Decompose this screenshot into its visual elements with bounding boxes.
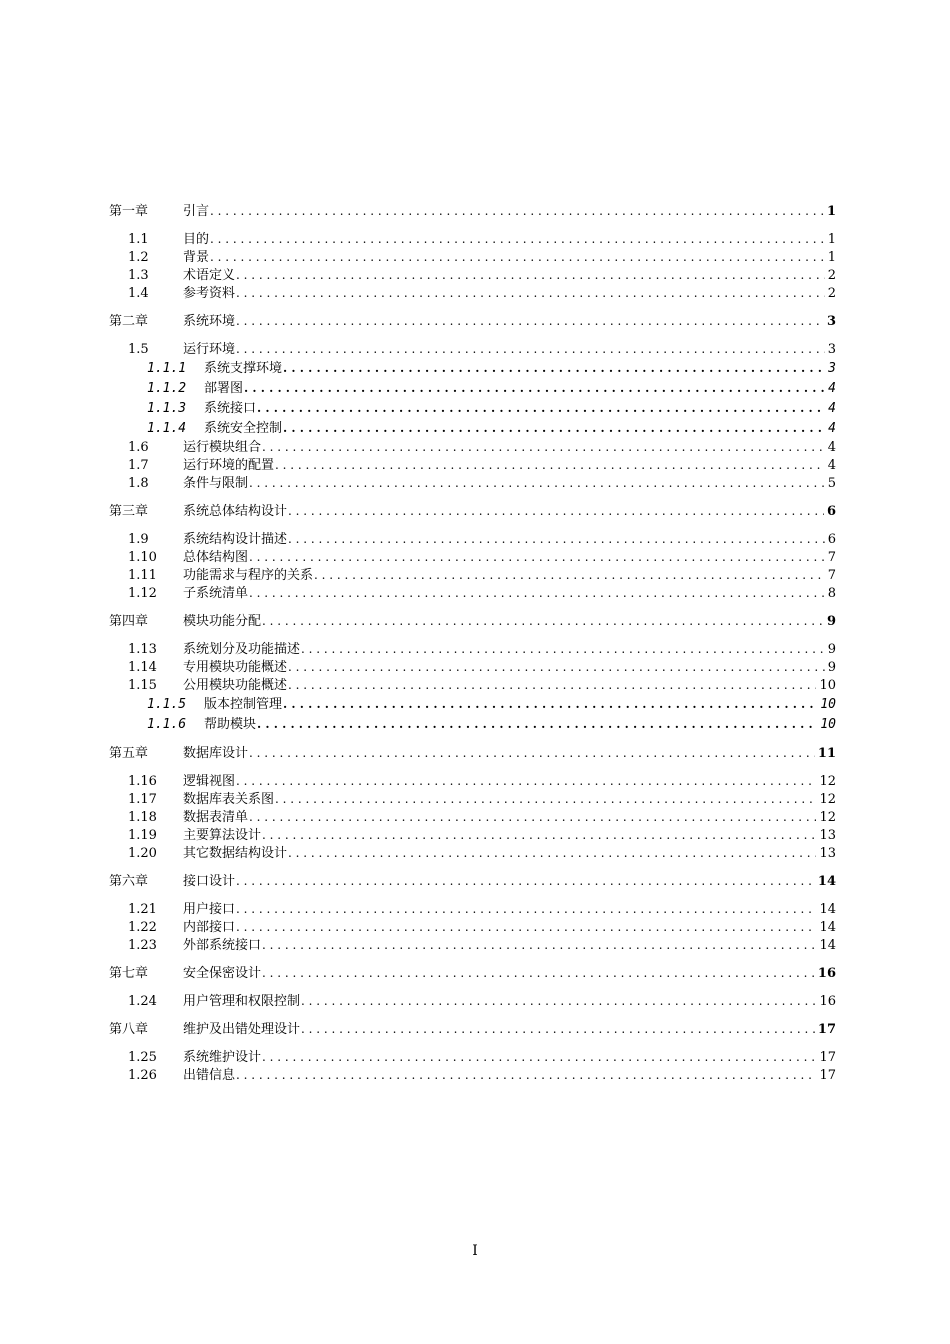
- toc-entry-title: 运行环境: [183, 342, 236, 357]
- toc-section-entry[interactable]: [109, 530, 836, 548]
- toc-entry-number: 1.5: [128, 342, 149, 357]
- table-of-contents: [109, 202, 836, 1084]
- toc-entry-number: 1.1.1: [147, 361, 187, 376]
- toc-section-entry[interactable]: [109, 1048, 836, 1066]
- dot-leader: [236, 900, 816, 918]
- dot-leader: [283, 694, 817, 714]
- dot-leader: [288, 530, 825, 548]
- toc-entry-page: 17: [819, 1068, 836, 1083]
- toc-subsection-entry[interactable]: [109, 418, 836, 438]
- toc-entry-number: 1.19: [128, 828, 157, 843]
- toc-entry-number: 1.11: [128, 568, 157, 583]
- toc-chapter-entry[interactable]: [109, 502, 836, 520]
- dot-leader: [262, 826, 816, 844]
- dot-leader: [262, 936, 816, 954]
- toc-section-entry[interactable]: [109, 658, 836, 676]
- toc-chapter-entry[interactable]: [109, 312, 836, 330]
- toc-entry-page: 6: [827, 532, 836, 547]
- toc-section-entry[interactable]: [109, 844, 836, 862]
- toc-entry-page: 3: [827, 342, 836, 357]
- toc-entry-number: 1.24: [128, 994, 157, 1009]
- toc-entry-page: 9: [827, 660, 836, 675]
- toc-entry-title: 维护及出错处理设计: [183, 1022, 301, 1037]
- toc-entry-title: 部署图: [204, 381, 244, 396]
- toc-entry-title: 功能需求与程序的关系: [183, 568, 314, 583]
- toc-entry-number: 1.22: [128, 920, 157, 935]
- toc-entry-title: 接口设计: [183, 874, 236, 889]
- toc-section-entry[interactable]: [109, 918, 836, 936]
- dot-leader: [249, 474, 825, 492]
- toc-chapter-entry[interactable]: [109, 744, 836, 762]
- toc-entry-title: 帮助模块: [204, 717, 257, 732]
- dot-leader: [249, 584, 825, 602]
- toc-entry-page: 10: [819, 678, 836, 693]
- toc-entry-page: 6: [826, 504, 836, 519]
- toc-entry-number: 1.17: [128, 792, 157, 807]
- dot-leader: [301, 992, 816, 1010]
- toc-section-entry[interactable]: [109, 340, 836, 358]
- toc-entry-page: 1: [827, 232, 836, 247]
- toc-entry-number: 1.4: [128, 286, 149, 301]
- toc-entry-number: 第一章: [109, 204, 149, 219]
- toc-entry-number: 1.1.5: [147, 697, 187, 712]
- dot-leader: [210, 248, 825, 266]
- toc-entry-number: 1.6: [128, 440, 149, 455]
- toc-section-entry[interactable]: [109, 438, 836, 456]
- dot-leader: [288, 502, 824, 520]
- toc-entry-page: 12: [819, 810, 836, 825]
- toc-entry-number: 第五章: [109, 746, 149, 761]
- toc-entry-title: 数据库表关系图: [183, 792, 275, 807]
- toc-chapter-entry[interactable]: [109, 964, 836, 982]
- dot-leader: [210, 230, 825, 248]
- toc-entry-title: 逻辑视图: [183, 774, 236, 789]
- toc-entry-title: 用户管理和权限控制: [183, 994, 301, 1009]
- toc-section-entry[interactable]: [109, 474, 836, 492]
- toc-section-entry[interactable]: [109, 772, 836, 790]
- toc-entry-title: 数据库设计: [183, 746, 249, 761]
- toc-entry-page: 11: [817, 746, 836, 761]
- toc-entry-title: 内部接口: [183, 920, 236, 935]
- toc-entry-title: 系统接口: [204, 401, 257, 416]
- toc-entry-page: 10: [820, 717, 836, 732]
- toc-chapter-entry[interactable]: [109, 872, 836, 890]
- dot-leader: [236, 918, 816, 936]
- toc-section-entry[interactable]: [109, 1066, 836, 1084]
- dot-leader: [236, 340, 825, 358]
- toc-entry-title: 引言: [183, 204, 210, 219]
- toc-entry-page: 17: [819, 1050, 836, 1065]
- toc-entry-title: 背景: [183, 250, 210, 265]
- dot-leader: [244, 378, 825, 398]
- toc-subsection-entry[interactable]: [109, 378, 836, 398]
- dot-leader: [249, 548, 825, 566]
- toc-entry-number: 1.23: [128, 938, 157, 953]
- toc-entry-number: 第七章: [109, 966, 149, 981]
- toc-entry-page: 2: [827, 286, 836, 301]
- toc-section-entry[interactable]: [109, 676, 836, 694]
- toc-entry-number: 1.16: [128, 774, 157, 789]
- dot-leader: [301, 1020, 815, 1038]
- toc-section-entry[interactable]: [109, 808, 836, 826]
- toc-entry-number: 1.14: [128, 660, 157, 675]
- toc-entry-title: 系统划分及功能描述: [183, 642, 301, 657]
- toc-section-entry[interactable]: [109, 548, 836, 566]
- toc-entry-page: 12: [819, 792, 836, 807]
- toc-section-entry[interactable]: [109, 790, 836, 808]
- toc-entry-title: 安全保密设计: [183, 966, 262, 981]
- toc-entry-page: 13: [819, 828, 836, 843]
- dot-leader: [288, 658, 825, 676]
- toc-entry-number: 1.25: [128, 1050, 157, 1065]
- toc-entry-page: 3: [828, 361, 836, 376]
- toc-entry-page: 14: [819, 902, 836, 917]
- toc-entry-title: 系统总体结构设计: [183, 504, 288, 519]
- dot-leader: [236, 872, 815, 890]
- toc-entry-number: 1.1: [128, 232, 149, 247]
- toc-entry-number: 1.13: [128, 642, 157, 657]
- toc-entry-page: 4: [828, 401, 836, 416]
- toc-entry-page: 8: [827, 586, 836, 601]
- toc-entry-number: 1.1.2: [147, 381, 187, 396]
- toc-entry-title: 数据表清单: [183, 810, 249, 825]
- toc-entry-number: 1.1.6: [147, 717, 187, 732]
- dot-leader: [236, 312, 824, 330]
- toc-entry-page: 2: [827, 268, 836, 283]
- toc-section-entry[interactable]: [109, 900, 836, 918]
- dot-leader: [236, 1066, 816, 1084]
- toc-section-entry[interactable]: [109, 456, 836, 474]
- dot-leader: [249, 808, 816, 826]
- toc-entry-number: 1.2: [128, 250, 149, 265]
- toc-entry-number: 1.18: [128, 810, 157, 825]
- toc-entry-number: 1.9: [128, 532, 149, 547]
- toc-section-entry[interactable]: [109, 640, 836, 658]
- toc-entry-number: 1.21: [128, 902, 157, 917]
- toc-entry-page: 4: [827, 440, 836, 455]
- toc-section-entry[interactable]: [109, 584, 836, 602]
- toc-section-entry[interactable]: [109, 248, 836, 266]
- toc-entry-title: 模块功能分配: [183, 614, 262, 629]
- toc-entry-page: 7: [827, 550, 836, 565]
- dot-leader: [262, 438, 825, 456]
- toc-entry-page: 9: [827, 642, 836, 657]
- toc-entry-title: 子系统清单: [183, 586, 249, 601]
- dot-leader: [288, 844, 816, 862]
- toc-entry-title: 条件与限制: [183, 476, 249, 491]
- toc-entry-title: 其它数据结构设计: [183, 846, 288, 861]
- toc-entry-title: 版本控制管理: [204, 697, 283, 712]
- dot-leader: [236, 266, 825, 284]
- toc-entry-page: 9: [826, 614, 836, 629]
- toc-entry-number: 1.10: [128, 550, 157, 565]
- toc-entry-title: 外部系统接口: [183, 938, 262, 953]
- dot-leader: [288, 676, 816, 694]
- toc-entry-page: 14: [819, 938, 836, 953]
- toc-section-entry[interactable]: [109, 230, 836, 248]
- toc-entry-title: 主要算法设计: [183, 828, 262, 843]
- toc-entry-number: 1.1.3: [147, 401, 187, 416]
- toc-entry-title: 系统结构设计描述: [183, 532, 288, 547]
- dot-leader: [262, 964, 815, 982]
- toc-entry-page: 3: [826, 314, 836, 329]
- dot-leader: [236, 772, 816, 790]
- dot-leader: [262, 1048, 816, 1066]
- toc-section-entry[interactable]: [109, 284, 836, 302]
- toc-entry-page: 7: [827, 568, 836, 583]
- toc-entry-number: 第三章: [109, 504, 149, 519]
- toc-entry-title: 用户接口: [183, 902, 236, 917]
- toc-entry-page: 10: [820, 697, 836, 712]
- toc-entry-title: 总体结构图: [183, 550, 249, 565]
- toc-entry-page: 14: [819, 920, 836, 935]
- toc-chapter-entry[interactable]: [109, 612, 836, 630]
- toc-entry-page: 4: [828, 421, 836, 436]
- dot-leader: [236, 284, 825, 302]
- dot-leader: [283, 418, 825, 438]
- toc-entry-page: 1: [827, 250, 836, 265]
- toc-subsection-entry[interactable]: [109, 714, 836, 734]
- toc-entry-title: 系统维护设计: [183, 1050, 262, 1065]
- toc-entry-title: 系统安全控制: [204, 421, 283, 436]
- dot-leader: [249, 744, 815, 762]
- toc-entry-number: 1.20: [128, 846, 157, 861]
- toc-entry-number: 第六章: [109, 874, 149, 889]
- toc-entry-title: 目的: [183, 232, 210, 247]
- toc-entry-title: 专用模块功能概述: [183, 660, 288, 675]
- toc-entry-title: 出错信息: [183, 1068, 236, 1083]
- toc-section-entry[interactable]: [109, 826, 836, 844]
- toc-entry-title: 参考资料: [183, 286, 236, 301]
- toc-chapter-entry[interactable]: [109, 202, 836, 220]
- toc-subsection-entry[interactable]: [109, 358, 836, 378]
- toc-entry-title: 运行模块组合: [183, 440, 262, 455]
- toc-entry-page: 16: [819, 994, 836, 1009]
- toc-entry-number: 1.12: [128, 586, 157, 601]
- dot-leader: [275, 456, 825, 474]
- dot-leader: [301, 640, 825, 658]
- toc-entry-title: 运行环境的配置: [183, 458, 275, 473]
- toc-entry-title: 公用模块功能概述: [183, 678, 288, 693]
- toc-entry-title: 系统环境: [183, 314, 236, 329]
- toc-entry-page: 5: [827, 476, 836, 491]
- toc-section-entry[interactable]: [109, 566, 836, 584]
- toc-entry-page: 12: [819, 774, 836, 789]
- dot-leader: [314, 566, 825, 584]
- toc-section-entry[interactable]: [109, 266, 836, 284]
- toc-entry-page: 4: [828, 381, 836, 396]
- toc-entry-number: 1.8: [128, 476, 149, 491]
- toc-subsection-entry[interactable]: [109, 398, 836, 418]
- toc-entry-number: 1.1.4: [147, 421, 187, 436]
- toc-subsection-entry[interactable]: [109, 694, 836, 714]
- dot-leader: [275, 790, 816, 808]
- toc-section-entry[interactable]: [109, 936, 836, 954]
- toc-entry-title: 术语定义: [183, 268, 236, 283]
- dot-leader: [257, 398, 825, 418]
- toc-entry-title: 系统支撑环境: [204, 361, 283, 376]
- toc-section-entry[interactable]: [109, 992, 836, 1010]
- toc-entry-number: 1.3: [128, 268, 149, 283]
- dot-leader: [210, 202, 824, 220]
- toc-chapter-entry[interactable]: [109, 1020, 836, 1038]
- toc-entry-page: 13: [819, 846, 836, 861]
- toc-entry-number: 第八章: [109, 1022, 149, 1037]
- toc-entry-number: 1.26: [128, 1068, 157, 1083]
- toc-entry-number: 1.7: [128, 458, 149, 473]
- toc-entry-number: 第四章: [109, 614, 149, 629]
- dot-leader: [262, 612, 824, 630]
- page-number: I: [472, 1243, 478, 1259]
- toc-entry-page: 1: [826, 204, 836, 219]
- dot-leader: [257, 714, 817, 734]
- dot-leader: [283, 358, 825, 378]
- toc-entry-page: 16: [817, 966, 836, 981]
- toc-entry-number: 1.15: [128, 678, 157, 693]
- toc-entry-page: 17: [817, 1022, 836, 1037]
- toc-entry-page: 14: [817, 874, 836, 889]
- toc-entry-number: 第二章: [109, 314, 149, 329]
- toc-entry-page: 4: [827, 458, 836, 473]
